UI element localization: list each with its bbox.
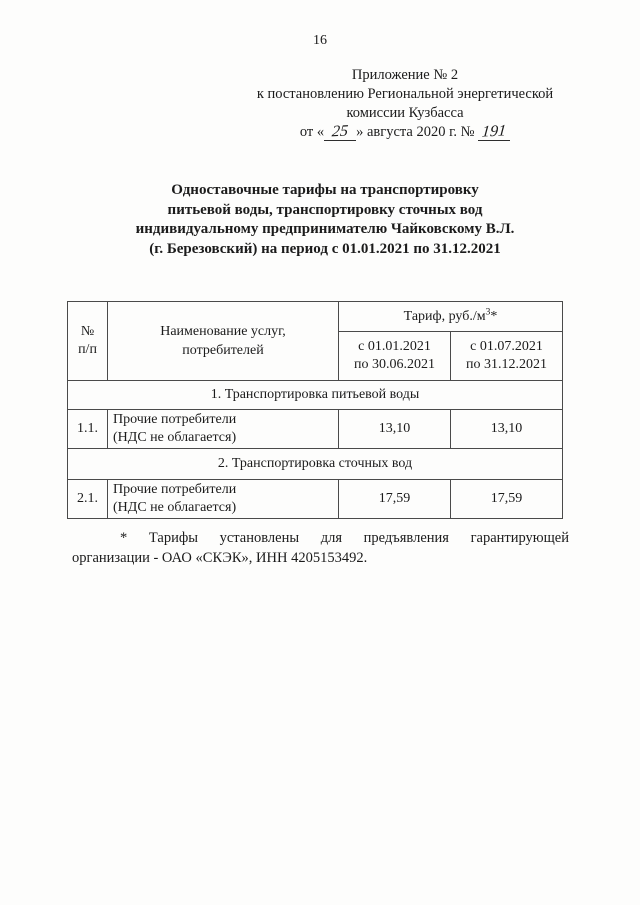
header-cell-tariff-unit: Тариф, $руб./м^3*$: [339, 302, 563, 332]
handwritten-doc-number: 191: [478, 124, 510, 141]
title-line-3: индивидуальному предпринимателю Чайковскому В.Л.: [135, 221, 515, 237]
appendix-line-2: к постановлению Региональной энергетической: [256, 86, 554, 102]
appendix-line-1: Приложение № 2: [351, 67, 459, 83]
table-row: [68, 480, 563, 519]
row-number-cell: 2.1.: [68, 480, 108, 519]
title-line-1: Одноставочные тарифы на транспортировку: [171, 182, 479, 198]
header-cell-service-name: Наименование услуг, потребителей: [108, 302, 339, 381]
header-cell-row-number: № п/п: [68, 302, 108, 381]
title-line-4: (г. Березовский) на период с 01.01.2021 по 31.12.2021: [149, 240, 501, 257]
appendix-line-3: комиссии Кузбасса: [346, 105, 464, 121]
footnote-line-2: организации - ОАО «СКЭК», ИНН 4205153492.: [72, 550, 368, 566]
footnote-line-1: * Тарифы установлены для предъявления гарантирующей: [120, 530, 569, 546]
page-number: 16: [313, 33, 327, 48]
appendix-date-line: [205, 123, 605, 142]
table-row: [68, 410, 563, 449]
row-number-cell: 1.1.: [68, 410, 108, 449]
section-header-wastewater: 2. Транспортировка сточных вод: [68, 449, 563, 480]
tariff-value-cell: 17,59: [451, 480, 563, 519]
date-prefix: от «: [299, 124, 325, 140]
header-cell-period-2: с 01.07.2021 по 31.12.2021: [451, 332, 563, 381]
section-header-water: 1. Транспортировка питьевой воды: [68, 381, 563, 410]
service-name-cell: Прочие потребители (НДС не облагается): [108, 410, 339, 449]
tariff-table: [67, 301, 563, 519]
service-name-cell: Прочие потребители (НДС не облагается): [108, 480, 339, 519]
handwritten-day: 25: [324, 124, 356, 141]
tariff-superscript: 3: [485, 306, 491, 317]
appendix-header: [205, 66, 605, 142]
document-title: [70, 181, 580, 259]
footnote: [72, 528, 569, 568]
tariff-asterisk: *: [490, 308, 498, 324]
tariff-value-cell: 13,10: [451, 410, 563, 449]
tariff-value-cell: 17,59: [339, 480, 451, 519]
date-middle: » августа 2020 г. №: [356, 124, 479, 140]
tariff-value-cell: 13,10: [339, 410, 451, 449]
title-line-2: питьевой воды, транспортировку сточных вод: [167, 201, 483, 218]
header-cell-period-1: с 01.01.2021 по 30.06.2021: [339, 332, 451, 381]
